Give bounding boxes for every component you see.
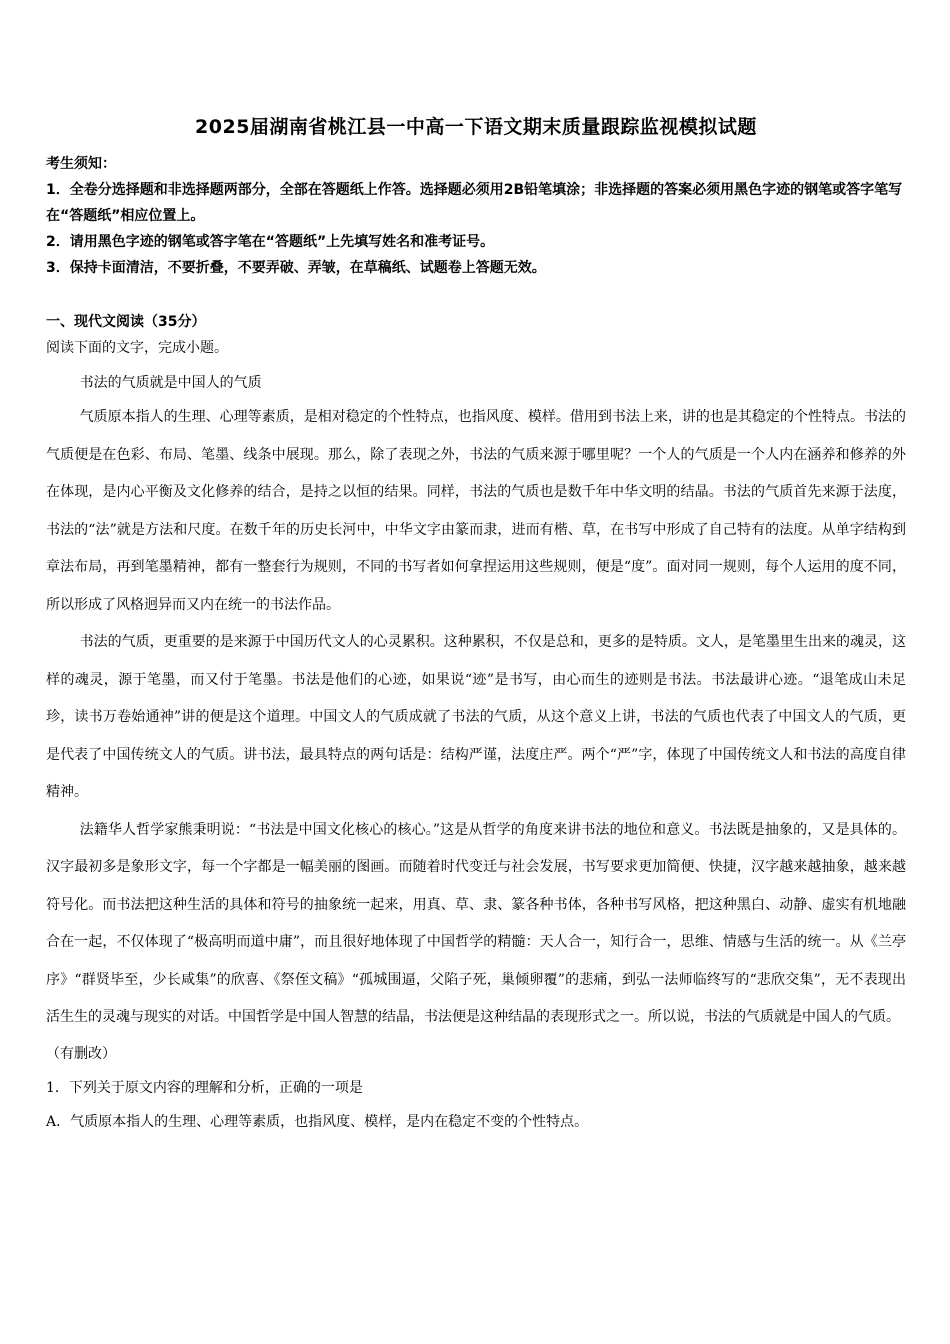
candidate-notice — [46, 151, 906, 281]
section-heading: 一、现代文阅读（35分） — [46, 314, 206, 330]
exam-page — [46, 112, 906, 1139]
article-title: 书法的气质就是中国人的气质 — [79, 375, 262, 391]
section-instruction: 阅读下面的文字，完成小题。 — [46, 340, 228, 356]
article-paragraph: 法籍华人哲学家熊秉明说：“书法是中国文化核心的核心。”这是从哲学的角度来讲书法的地位和意义。书法既是抽象的，又是具体的。汉字最初多是象形文字，每一个字都是一幅美丽的图画。而随着时代变迁与社会发展，书写要求更加简便、快捷，汉字越来越抽象，越来越符号化。而书法把这种生活的具体和符号的抽象统一起来，用真、草、隶、篆各种书体，各种书写风格，把这种黑白、动静、虚实有机地融合在一起，不仅体现了“极高明而道中庸”，而且很好地体现了中国哲学的精髓：天人合一，知行合一，思维、情感与生活的统一。从《兰亭序》“群贤毕至，少长咸集”的欣喜、《祭侄文稿》“孤城围逼，父陷子死，巢倾卵覆”的悲痛，到弘一法师临终写的“悲欣交集”，无不表现出活生生的灵魂与现实的对话。中国哲学是中国人智慧的结晶，书法便是这种结晶的表现形式之一。所以说，书法的气质就是中国人的气质。 — [46, 821, 906, 1025]
notice-item-2: 2．请用黑色字迹的钢笔或答字笔在“答题纸”上先填写姓名和准考证号。 — [46, 234, 495, 250]
notice-heading: 考生须知： — [46, 156, 116, 172]
notice-item-1: 1．全卷分选择题和非选择题两部分，全部在答题纸上作答。选择题必须用2B铅笔填涂；非选择题的答案必须用黑色字迹的钢笔或答字笔写在“答题纸”相应位置上。 — [46, 182, 903, 224]
article-paragraph: 书法的气质，更重要的是来源于中国历代文人的心灵累积。这种累积，不仅是总和，更多的是特质。文人，是笔墨里生出来的魂灵，这样的魂灵，源于笔墨，而又付于笔墨。书法是他们的心迹，如果说“迹”是书写，由心而生的迹则是书法。书法最讲心迹。“退笔成山未足珍，读书万卷始通神”讲的便是这个道理。中国文人的气质成就了书法的气质，从这个意义上讲，书法的气质也代表了中国文人的气质，更是代表了中国传统文人的气质。讲书法，最具特点的两句话是：结构严谨，法度庄严。两个“严”字，体现了中国传统文人和书法的高度自律精神。 — [46, 634, 906, 800]
article-paragraph: 气质原本指人的生理、心理等素质，是相对稳定的个性特点，也指风度、模样。借用到书法上来，讲的也是其稳定的个性特点。书法的气质便是在色彩、布局、笔墨、线条中展现。那么，除了表现之外，书法的气质来源于哪里呢？一个人的气质是一个人内在涵养和修养的外在体现，是内心平衡及文化修养的结合，是持之以恒的结果。同样，书法的气质也是数千年中华文明的结晶。书法的气质首先来源于法度，书法的“法”就是方法和尺度。在数千年的历史长河中，中华文字由篆而隶，进而有楷、草，在书写中形成了自己特有的法度。从单字结构到章法布局，再到笔墨精神，都有一整套行为规则，不同的书写者如何拿捏运用这些规则，便是“度”。面对同一规则，每个人运用的度不同，所以形成了风格迥异而又内在统一的书法作品。 — [46, 409, 906, 613]
notice-item-3: 3．保持卡面清洁，不要折叠，不要弄破、弄皱，在草稿纸、试题卷上答题无效。 — [46, 260, 546, 276]
exam-title: 2025届湖南省桃江县一中高一下语文期末质量跟踪监视模拟试题 — [195, 116, 757, 138]
reading-section — [46, 309, 906, 1139]
source-note: （有删改） — [46, 1045, 116, 1062]
question-1: 1．下列关于原文内容的理解和分析，正确的一项是 — [46, 1079, 363, 1096]
question-1-option-a: A．气质原本指人的生理、心理等素质，也指风度、模样，是内在稳定不变的个性特点。 — [46, 1113, 589, 1130]
